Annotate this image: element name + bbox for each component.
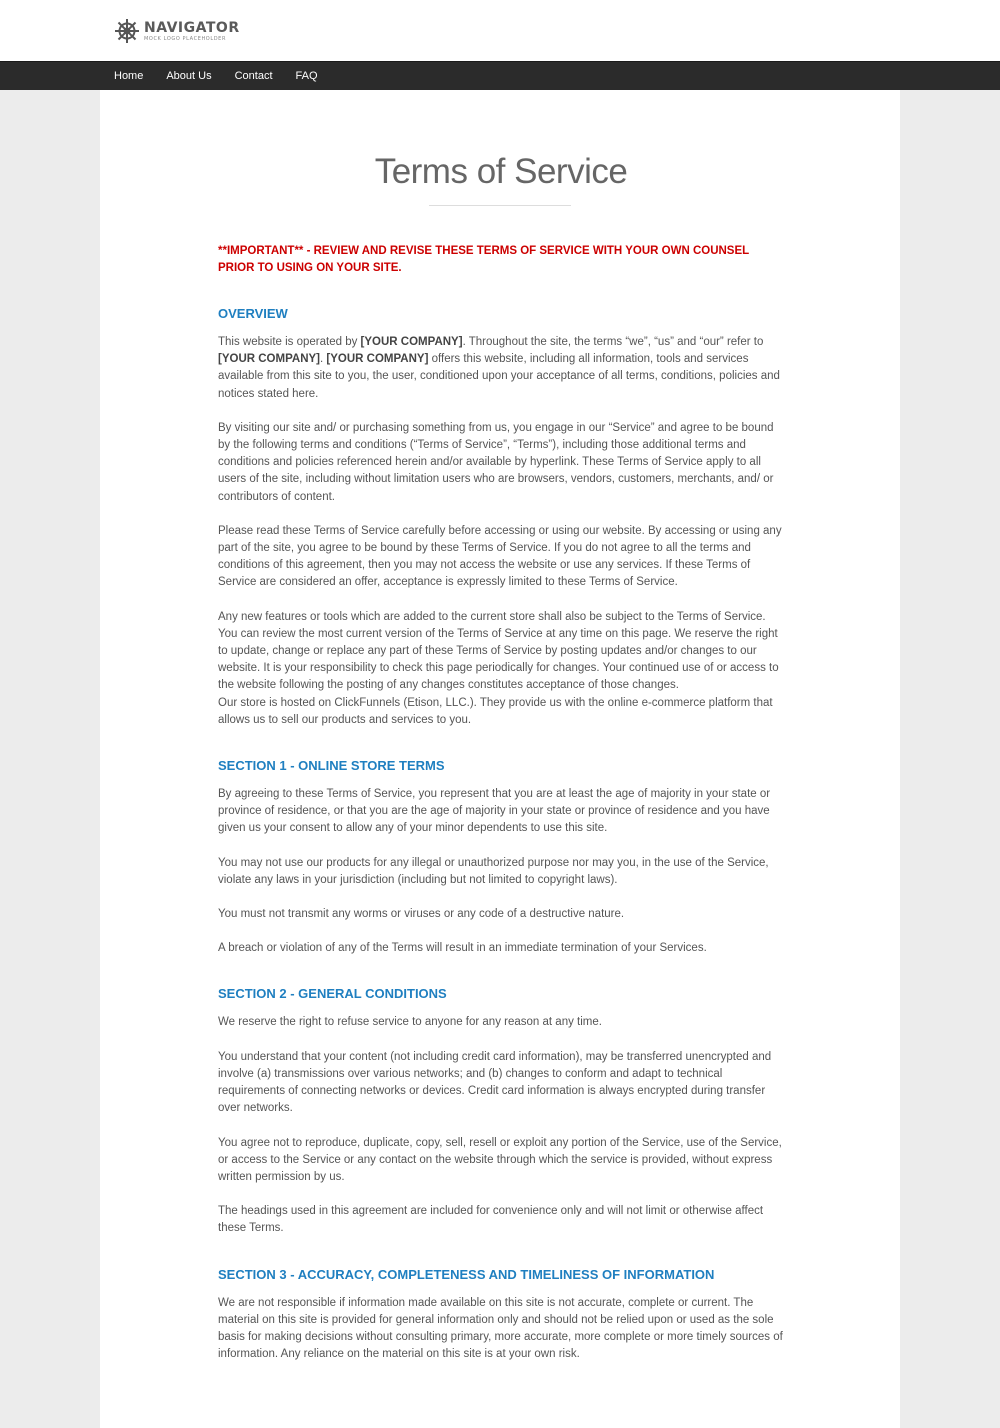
overview-paragraph-4: Any new features or tools which are added to the current store shall also be subject to the Terms of Service. You can review the most current version of the Terms of Service at any time on this page. We reserve the right to update, change or replace any part of these Terms of Service by posting updates and/or changes to our website. It is your responsibility to check this page periodically for changes. Your continued use of or access to the website following the posting of any changes constitutes acceptance of those changes. <box>218 610 779 692</box>
title-divider <box>429 205 571 206</box>
overview-paragraph-3: Please read these Terms of Service carefully before accessing or using our website. By accessing or using any part of the site, you agree to be bound by these Terms of Service. If you do not agree to all the terms and conditions of this agreement, then you may not access the website or use any services. If these Terms of Service are considered an offer, acceptance is expressly limited to these Terms of Service. <box>218 524 782 589</box>
overview-paragraph-2: By visiting our site and/ or purchasing something from us, you engage in our “Service” and agree to be bound by the following terms and conditions (“Terms of Service”, “Terms”), including those additional terms and conditions and policies referenced herein and/or available by hyperlink. These Terms of Service apply to all users of the site, including without limitation users who are browsers, vendors, customers, merchants, and/ or contributors of content. <box>218 421 774 503</box>
logo-subtitle: MOCK LOGO PLACEHOLDER <box>144 35 227 42</box>
section-2-paragraph-1: We reserve the right to refuse service to anyone for any reason at any time. <box>218 1016 602 1029</box>
nav-about-us[interactable]: About Us <box>166 70 212 82</box>
overview-paragraph-1: This website is operated by [YOUR COMPANY]. Throughout the site, the terms “we”, “us” and “our” refer to [YOUR COMPANY]. [YOUR COMPANY] offers this website, including all information, tools and services available from this site to you, the user, conditioned upon your acceptance of all terms, conditions, policies and notices stated here. <box>218 336 780 400</box>
section-1-paragraph-3: You must not transmit any worms or viruses or any code of a destructive nature. <box>218 908 625 921</box>
overview-heading: OVERVIEW <box>218 306 288 321</box>
page-title: Terms of Service <box>374 152 628 191</box>
section-2-heading: SECTION 2 - GENERAL CONDITIONS <box>218 986 447 1002</box>
section-3-paragraph-1: We are not responsible if information made available on this site is not accurate, complete or current. The material on this site is provided for general information only and should not be relied upon or used as the sole basis for making decisions without consulting primary, more accurate, more complete or more timely sources of information. Any reliance on the material on this site is at your own risk. <box>218 1296 783 1361</box>
terms-body <box>218 243 784 1380</box>
section-1-paragraph-1: By agreeing to these Terms of Service, you represent that you are at least the age of majority in your state or province of residence, or that you are the age of majority in your state or province of residence and you have given us your consent to allow any of your minor dependents to use this site. <box>218 788 771 835</box>
section-1-paragraph-2: You may not use our products for any illegal or unauthorized purpose nor may you, in the use of the Service, violate any laws in your jurisdiction (including but not limited to copyright laws). <box>218 856 769 886</box>
logo-title: NAVIGATOR <box>144 19 240 36</box>
section-2-paragraph-3: You agree not to reproduce, duplicate, copy, sell, resell or exploit any portion of the Service, use of the Service, or access to the Service or any contact on the website through which the service is provided, without express written permission by us. <box>218 1136 782 1183</box>
main-navigation <box>0 61 1000 90</box>
section-1-heading: SECTION 1 - ONLINE STORE TERMS <box>218 758 445 774</box>
nav-contact[interactable]: Contact <box>234 70 273 82</box>
ship-wheel-icon <box>114 18 140 44</box>
nav-faq[interactable]: FAQ <box>295 70 318 82</box>
section-1-paragraph-4: A breach or violation of any of the Terms will result in an immediate termination of your Services. <box>218 942 707 955</box>
important-notice: **IMPORTANT** - REVIEW AND REVISE THESE TERMS OF SERVICE WITH YOUR OWN COUNSEL PRIOR TO USING ON YOUR SITE. <box>218 245 749 274</box>
section-3-heading: SECTION 3 - ACCURACY, COMPLETENESS AND TIMELINESS OF INFORMATION <box>218 1266 715 1282</box>
site-header <box>0 0 1000 61</box>
overview-paragraph-5: Our store is hosted on ClickFunnels (Etison, LLC.). They provide us with the online e-commerce platform that allows us to sell our products and services to you. <box>218 696 773 726</box>
content-panel <box>100 90 900 1428</box>
section-2-paragraph-2: You understand that your content (not including credit card information), may be transferred unencrypted and involve (a) transmissions over various networks; and (b) changes to conform and adapt to technical requirements of connecting networks or devices. Credit card information is always encrypted during transfer over networks. <box>218 1050 772 1115</box>
site-logo[interactable] <box>114 18 240 44</box>
section-2-paragraph-4: The headings used in this agreement are included for convenience only and will not limit or otherwise affect these Terms. <box>218 1205 764 1235</box>
nav-home[interactable]: Home <box>114 70 144 82</box>
